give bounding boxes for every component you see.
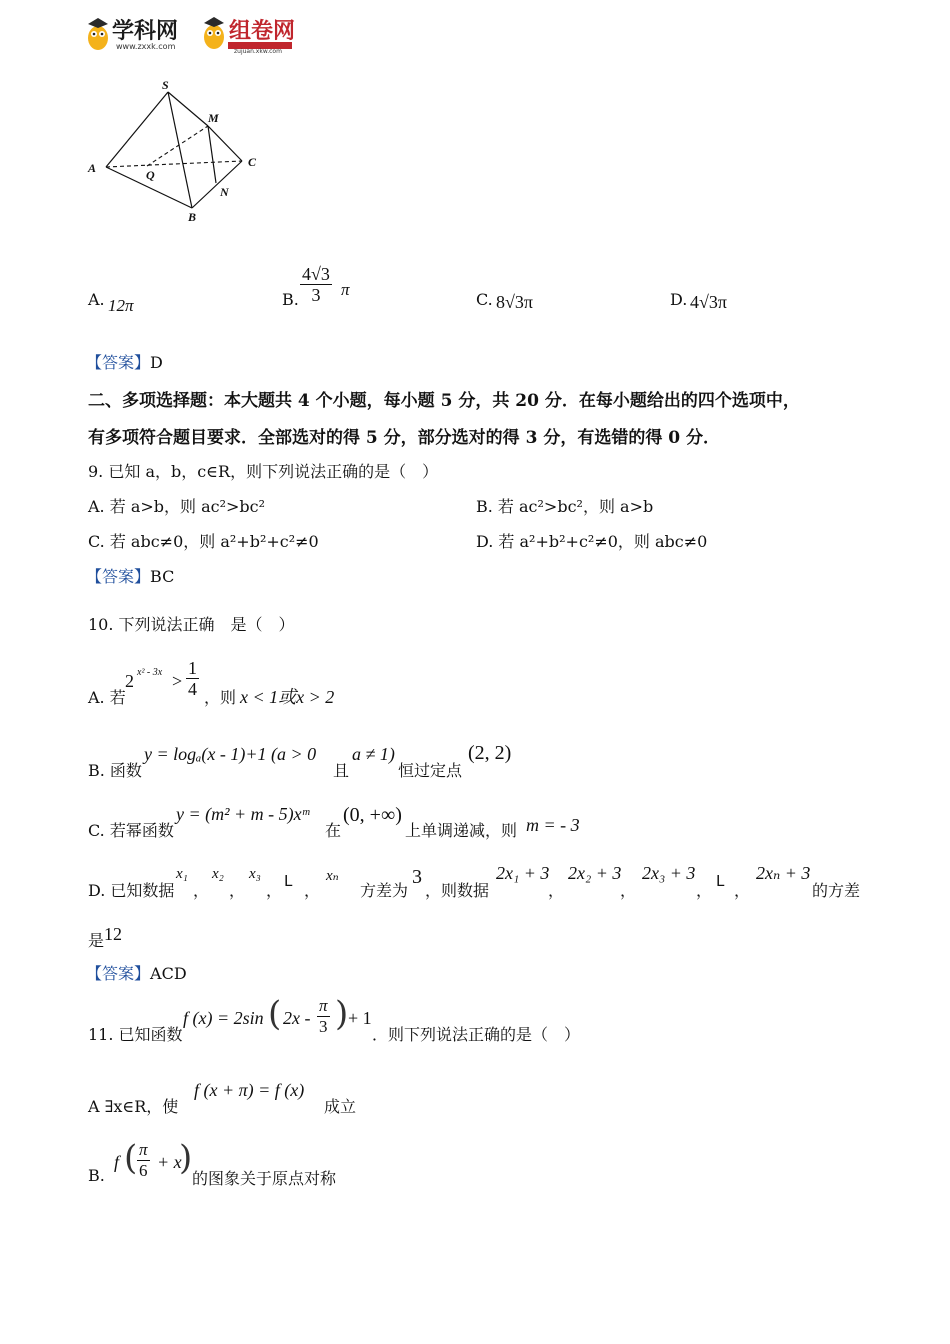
q11-argument: 2x -	[283, 1008, 311, 1028]
edge-BC	[192, 161, 242, 208]
q10-d-comma: ，	[696, 881, 713, 900]
q10-d-xn: xₙ	[326, 868, 339, 884]
q8-option-a-label: A.	[88, 290, 105, 309]
label-M: M	[208, 111, 219, 125]
q10-d-twelve: 12	[104, 924, 122, 944]
q8-option-d-label: D.	[670, 290, 688, 309]
q10-d-y2: 2x₂ + 3	[568, 863, 622, 883]
q10-b-passes-through: 恒过定点	[398, 761, 463, 780]
edge-AC-dashed	[106, 161, 242, 167]
q10-d-three: 3	[412, 866, 422, 888]
q10-b-expression2: a ≠ 1)	[352, 744, 395, 764]
q10-d-prefix: D. 已知数据	[88, 881, 175, 900]
logo1-text: 学科网	[112, 19, 179, 44]
q10-answer	[86, 961, 187, 984]
q8-option-b-numerator: 4√3	[302, 264, 330, 284]
q11-b-prefix: B.	[88, 1166, 105, 1185]
q10-d-comma: ，	[193, 881, 210, 900]
q11-b-symmetric: 的图象关于原点对称	[192, 1169, 337, 1188]
section2-heading-line1: 二、多项选择题：本大题共 4 个小题，每小题 5 分，共 20 分．在每小题给出的四个选项中，	[88, 391, 800, 411]
q11-plus-one: + 1	[348, 1008, 372, 1028]
q10-d-y3: 2x₃ + 3	[642, 863, 696, 883]
q9-option-b: B. 若 ac²>bc²，则 a>b	[476, 497, 654, 516]
edge-QM-dashed	[147, 126, 208, 166]
q8-option-b-label: B.	[282, 290, 299, 309]
q10-d-y1: 2x₁ + 3	[496, 863, 550, 883]
q10-d-yn: 2xₙ + 3	[756, 863, 811, 883]
q10-b-prefix: B. 函数	[88, 761, 142, 780]
q8-option-a-value: 12π	[108, 296, 134, 315]
q10-c-decreasing: 上单调递减，则	[405, 821, 518, 840]
q10-a-gt: >	[172, 671, 183, 691]
pyramid-figure	[84, 76, 269, 226]
q10-d-comma: ，	[304, 881, 321, 900]
q10-a-prefix: A. 若	[88, 688, 126, 707]
q11-pi-over-3	[317, 996, 330, 1037]
label-S: S	[162, 78, 169, 92]
answer-value: BC	[150, 567, 175, 586]
q9-stem: 9. 已知 a，b，c∈R，则下列说法正确的是（ ）	[88, 462, 439, 481]
q10-d-variance-is: 方差为	[360, 881, 409, 900]
q11-b-f: f	[114, 1152, 120, 1172]
logo2-text: 组卷网	[229, 19, 296, 44]
q10-a-fraction	[186, 658, 199, 699]
q10-a-base: 2	[125, 671, 134, 691]
q8-option-b-fraction	[300, 264, 332, 305]
q10-d-comma: ，	[229, 881, 246, 900]
q10-c-value: m = - 3	[526, 815, 580, 835]
q10-b-expression: y = logₐ(x - 1)+1 (a > 0	[144, 744, 317, 764]
q10-b-and: 且	[333, 761, 350, 780]
q11-b-numerator: π	[139, 1140, 148, 1159]
answer-value: D	[150, 353, 163, 372]
label-C: C	[248, 155, 257, 169]
label-Q: Q	[146, 168, 155, 182]
label-A: A	[88, 161, 97, 175]
answer-tag: 【答案】	[86, 353, 151, 372]
q10-d-ellipsis: L	[284, 872, 293, 890]
q11-a-expression: f (x + π) = f (x)	[194, 1080, 305, 1100]
q11-a-prefix: A ∃x∈R，使	[88, 1097, 179, 1116]
q10-d-variance-tail: 的方差	[812, 881, 861, 900]
q10-a-denominator: 4	[188, 679, 197, 699]
q11-b-right-paren: )	[179, 1138, 193, 1178]
edge-MC	[208, 126, 242, 161]
q10-d-comma: ，	[620, 881, 637, 900]
label-B: B	[188, 210, 197, 224]
answer-value: ACD	[150, 964, 187, 983]
logo1-url: www.zxxk.com	[116, 42, 176, 51]
edge-MN	[208, 126, 216, 183]
q10-d-is: 是	[88, 931, 105, 950]
logo2-sub: zujuan.xkw.com	[234, 48, 282, 55]
q10-d-x3: x₃	[249, 866, 261, 882]
label-N: N	[220, 185, 229, 199]
q8-option-d-value: 4√3π	[690, 292, 727, 312]
q10-b-point: (2, 2)	[468, 742, 512, 764]
q9-option-c: C. 若 abc≠0，则 a²+b²+c²≠0	[88, 532, 319, 551]
q10-c-in: 在	[325, 821, 342, 840]
header-logos	[86, 12, 311, 56]
q10-d-comma: ，	[266, 881, 283, 900]
q9-option-d: D. 若 a²+b²+c²≠0，则 abc≠0	[476, 532, 708, 551]
q10-d-x1: x₁	[176, 866, 188, 882]
q10-c-expression: y = (m² + m - 5)xᵐ	[176, 804, 310, 824]
q10-c-prefix: C. 若幂函数	[88, 821, 174, 840]
q8-option-b-denominator: 3	[311, 285, 321, 305]
q10-d-comma: ，	[548, 881, 565, 900]
q11-b-denominator: 6	[139, 1161, 148, 1180]
answer-tag: 【答案】	[86, 567, 151, 586]
q8-option-c-value: 8√3π	[496, 292, 533, 312]
q9-option-a: A. 若 a>b，则 ac²>bc²	[88, 497, 266, 516]
q8-answer	[86, 350, 163, 373]
q11-function-lhs: f (x) = 2sin	[183, 1008, 264, 1028]
section2-heading-line2: 有多项符合题目要求．全部选对的得 5 分，部分选对的得 3 分，有选错的得 0 分．	[88, 428, 720, 448]
q8-option-b-pi: π	[341, 280, 350, 299]
q10-a-exponent: x² - 3x	[137, 667, 163, 678]
q8-option-c-label: C.	[476, 290, 493, 309]
q10-c-interval: (0, +∞)	[343, 804, 402, 826]
edge-SA	[106, 92, 168, 167]
q11-question-tail: ．则下列说法正确的是（ ）	[372, 1025, 581, 1044]
q10-stem: 10. 下列说法正确 是（ ）	[88, 615, 295, 634]
q10-d-x2: x₂	[212, 866, 224, 882]
q10-d-comma: ，	[734, 881, 751, 900]
q10-d-then-data: ，则数据	[425, 881, 490, 900]
q9-answer	[86, 564, 174, 587]
q11-arg-denominator: 3	[319, 1017, 328, 1036]
q11-left-paren: (	[268, 994, 282, 1034]
q11-prefix: 11. 已知函数	[88, 1025, 183, 1044]
q11-a-holds: 成立	[324, 1097, 357, 1116]
q10-d-ellipsis: L	[716, 872, 725, 890]
q11-b-left-paren: (	[124, 1138, 138, 1178]
q11-b-pi-over-6	[137, 1140, 150, 1181]
q11-b-plus-x: + x	[157, 1152, 182, 1172]
q10-a-numerator: 1	[188, 658, 197, 678]
q11-right-paren: )	[335, 994, 349, 1034]
answer-tag: 【答案】	[86, 964, 151, 983]
q10-a-then: ，则	[204, 688, 237, 707]
q11-arg-numerator: π	[319, 996, 328, 1015]
q10-a-condition: x < 1或x > 2	[240, 687, 335, 707]
